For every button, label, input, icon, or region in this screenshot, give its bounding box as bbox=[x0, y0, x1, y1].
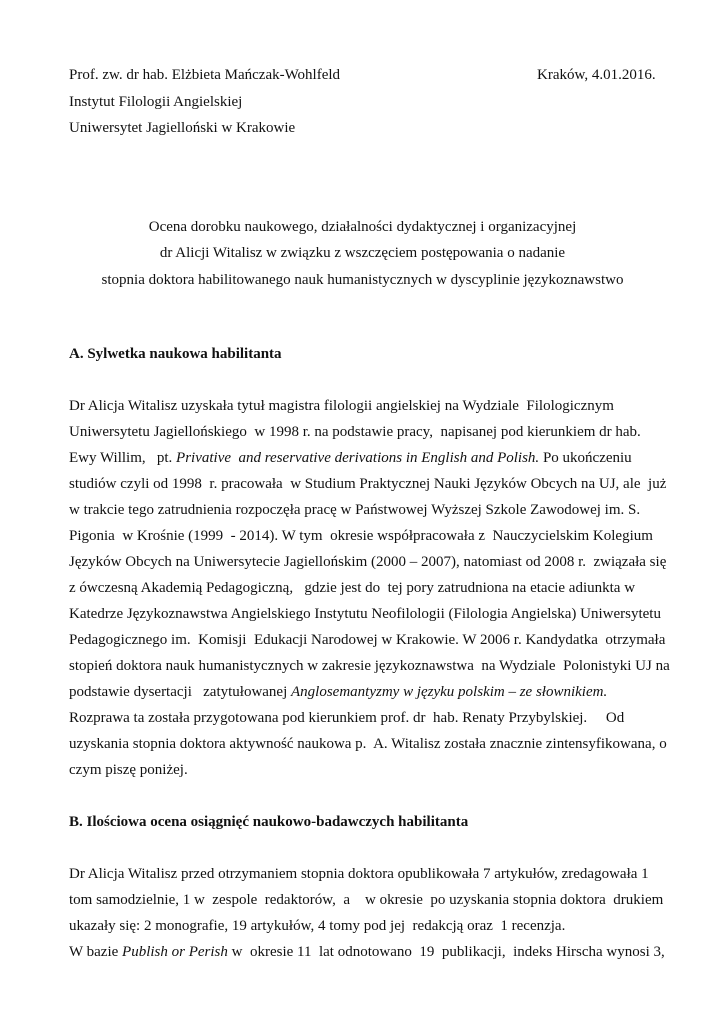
section-a-line-11: stopień doktora nauk humanistycznych w zakresie językoznawstwa na Wydziale Polonistyki UJ na bbox=[69, 658, 670, 674]
text-run: w okresie 11 lat odnotowano 19 publikacji, indeks Hirscha wynosi 3, bbox=[227, 944, 665, 960]
text-run: Po ukończeniu bbox=[539, 450, 632, 466]
text-run: podstawie dysertacji zatytułowanej bbox=[69, 684, 292, 700]
section-a-line-2: Uniwersytetu Jagiellońskiego w 1998 r. na podstawie pracy, napisanej pod kierunkiem dr hab. bbox=[69, 424, 641, 440]
section-a-line-7: Języków Obcych na Uniwersytecie Jagiellońskim (2000 – 2007), natomiast od 2008 r. związała się bbox=[69, 554, 667, 570]
section-a-line-5: w trakcie tego zatrudnienia rozpoczęła pracę w Państwowej Wyższej Szkole Zawodowej im. S. bbox=[69, 502, 641, 518]
section-a-line-14: uzyskania stopnia doktora aktywność naukowa p. A. Witalisz została znacznie zintensyfikowana, o bbox=[69, 736, 667, 752]
section-a-heading: A. Sylwetka naukowa habilitanta bbox=[69, 346, 282, 362]
section-b-line-4 bbox=[69, 944, 665, 961]
section-b-heading: B. Ilościowa ocena osiągnięć naukowo-badawczych habilitanta bbox=[69, 814, 469, 830]
institute-name: Instytut Filologii Angielskiej bbox=[69, 94, 243, 110]
section-a-line-8: z ówczesną Akademią Pedagogiczną, gdzie jest do tej pory zatrudniona na etacie adiunkta w bbox=[69, 580, 636, 596]
section-b-line-3: ukazały się: 2 monografie, 19 artykułów, 4 tomy pod jej redakcją oraz 1 recenzja. bbox=[69, 918, 566, 934]
section-b-line-1: Dr Alicja Witalisz przed otrzymaniem stopnia doktora opublikowała 7 artykułów, zredagowała 1 bbox=[69, 866, 649, 882]
section-a-line-13: Rozprawa ta została przygotowana pod kierunkiem prof. dr hab. Renaty Przybylskiej. Od bbox=[69, 710, 625, 726]
title-line-2: dr Alicji Witalisz w związku z wszczęciem postępowania o nadanie bbox=[159, 245, 566, 261]
section-a-line-1: Dr Alicja Witalisz uzyskała tytuł magistra filologii angielskiej na Wydziale Filologicznym bbox=[69, 398, 614, 414]
text-run: Ewy Willim, pt. bbox=[69, 450, 177, 466]
database-name-italic: Publish or Perish bbox=[122, 944, 228, 960]
dissertation-title-italic: Anglosemantyzmy w języku polskim – ze słownikiem. bbox=[291, 684, 608, 700]
section-a-line-15: czym piszę poniżej. bbox=[69, 762, 188, 778]
title-line-3: stopnia doktora habilitowanego nauk humanistycznych w dyscyplinie językoznawstwo bbox=[101, 272, 624, 288]
document-date: Kraków, 4.01.2016. bbox=[537, 67, 656, 83]
section-a-line-9: Katedrze Językoznawstwa Angielskiego Instytutu Neofilologii (Filologia Angielska) Uniwersytetu bbox=[69, 606, 661, 622]
section-a-line-12 bbox=[69, 684, 607, 701]
section-a-line-3 bbox=[69, 450, 632, 467]
title-line-1: Ocena dorobku naukowego, działalności dydaktycznej i organizacyjnej bbox=[148, 219, 577, 235]
thesis-title-italic: Privative and reservative derivations in English and Polish. bbox=[176, 450, 540, 466]
university-name: Uniwersytet Jagielloński w Krakowie bbox=[69, 120, 296, 136]
section-a-line-6: Pigonia w Krośnie (1999 - 2014). W tym okresie współpracowała z Nauczycielskim Kolegium bbox=[69, 528, 653, 544]
author-name: Prof. zw. dr hab. Elżbieta Mańczak-Wohlfeld bbox=[69, 67, 341, 83]
section-a-line-10: Pedagogicznego im. Komisji Edukacji Narodowej w Krakowie. W 2006 r. Kandydatka otrzymała bbox=[69, 632, 666, 648]
section-b-line-2: tom samodzielnie, 1 w zespole redaktorów, a w okresie po uzyskania stopnia doktora drukiem bbox=[69, 892, 664, 908]
section-a-line-4: studiów czyli od 1998 r. pracowała w Studium Praktycznej Nauki Języków Obcych na UJ, ale już bbox=[69, 476, 667, 492]
text-run: W bazie bbox=[69, 944, 123, 960]
